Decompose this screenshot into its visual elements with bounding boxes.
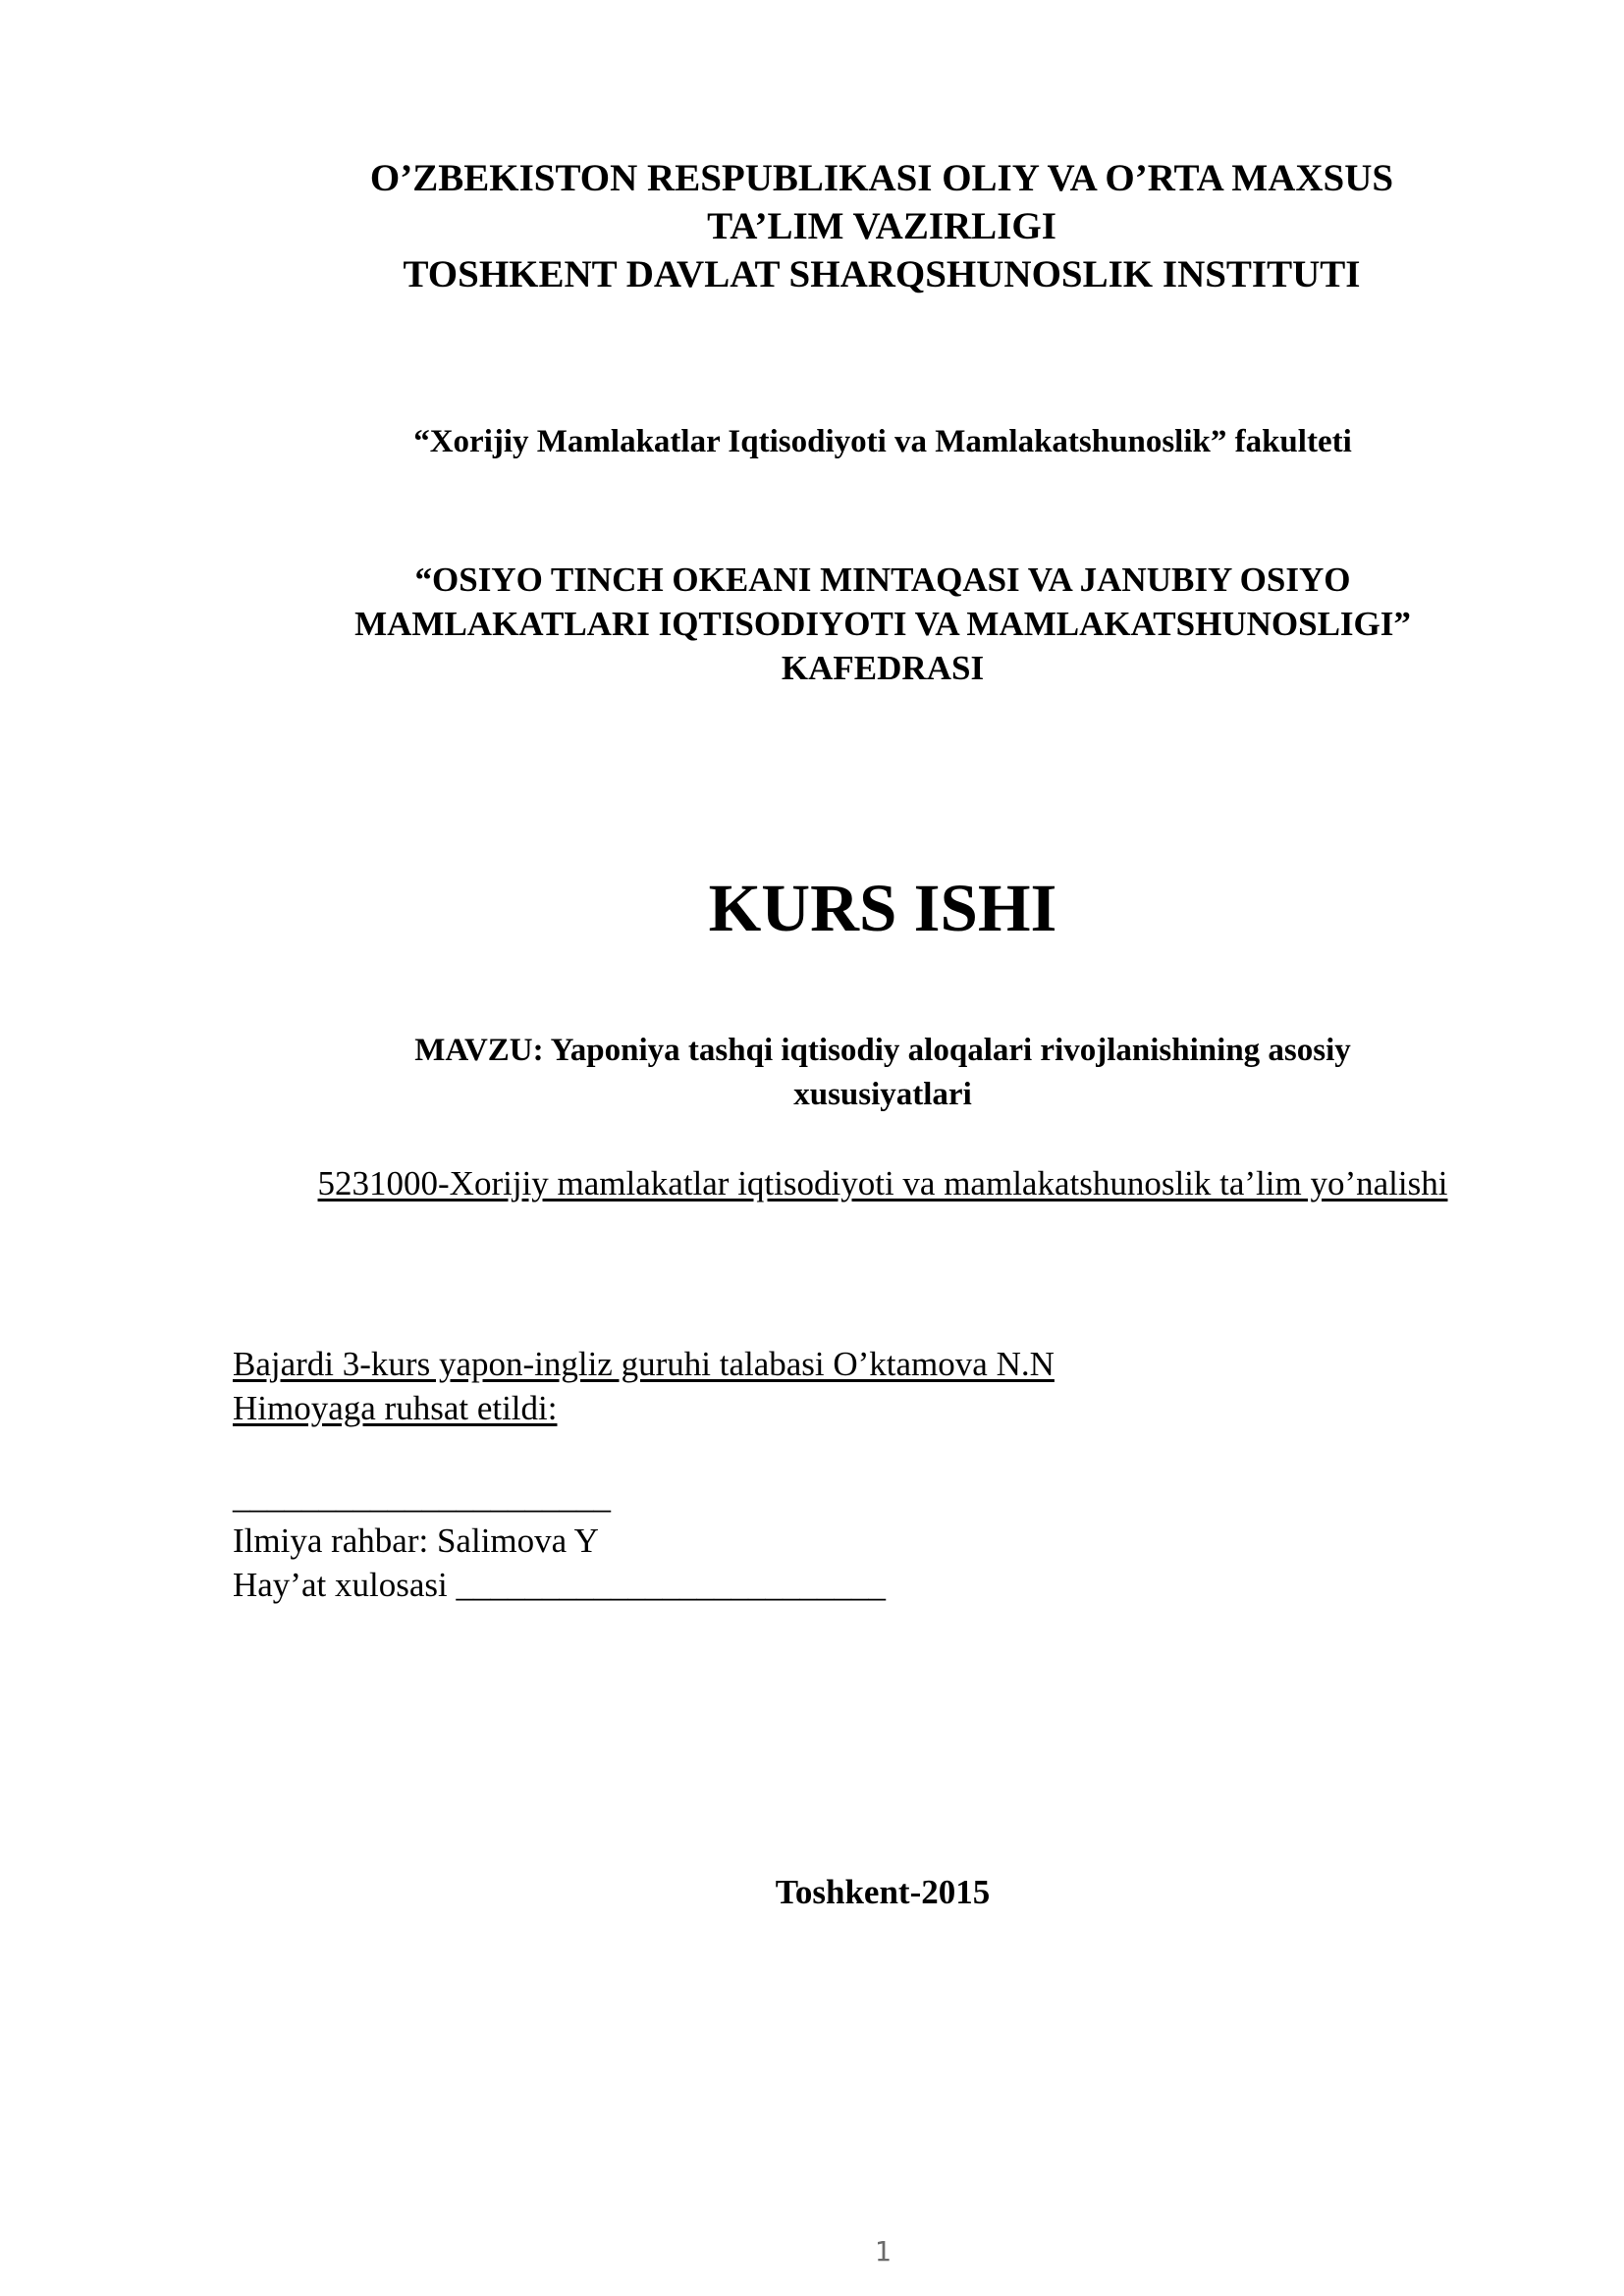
supervisor: Ilmiya rahbar: Salimova Y (233, 1522, 599, 1560)
page-number: 1 (874, 2235, 892, 2268)
city-year: Toshkent-2015 (775, 1873, 991, 1911)
specialty-line (0, 1162, 1624, 1205)
department-line-3: KAFEDRASI (781, 649, 985, 687)
ministry-header-line-2: TA’LIM VAZIRLIGI (707, 205, 1056, 247)
ministry-header-line-1: O’ZBEKISTON RESPUBLIKASI OLIY VA O’RTA MAXSUS (369, 157, 1394, 199)
topic-line-2: xususiyatlari (793, 1077, 972, 1112)
work-type-title: KURS ISHI (708, 871, 1057, 945)
department-name (0, 558, 1624, 690)
topic (0, 1029, 1624, 1117)
performed-by: Bajardi 3-kurs yapon-ingliz guruhi talabasi O’ktamova N.N (233, 1345, 1055, 1383)
topic-line-1: MAVZU: Yaponiya tashqi iqtisodiy aloqalari rivojlanishining asosiy (414, 1033, 1351, 1068)
institute-name: TOSHKENT DAVLAT SHARQSHUNOSLIK INSTITUTI (403, 253, 1361, 295)
specialty-text: 5231000-Xorijiy mamlakatlar iqtisodiyoti va mamlakatshunoslik ta’lim yo’nalishi (317, 1164, 1448, 1202)
signature-line: ______________________ (233, 1477, 611, 1516)
committee-conclusion: Hay’at xulosasi _________________________ (233, 1566, 886, 1604)
department-line-2: MAMLAKATLARI IQTISODIYOTI VA MAMLAKATSHUNOSLIGI” (354, 605, 1411, 643)
ministry-header (0, 154, 1624, 298)
defense-approval: Himoyaga ruhsat etildi: (233, 1389, 558, 1427)
department-line-1: “OSIYO TINCH OKEANI MINTAQASI VA JANUBIY OSIYO (414, 561, 1351, 599)
faculty-name: “Xorijiy Mamlakatlar Iqtisodiyoti va Mamlakatshunoslik” fakulteti (413, 424, 1352, 459)
